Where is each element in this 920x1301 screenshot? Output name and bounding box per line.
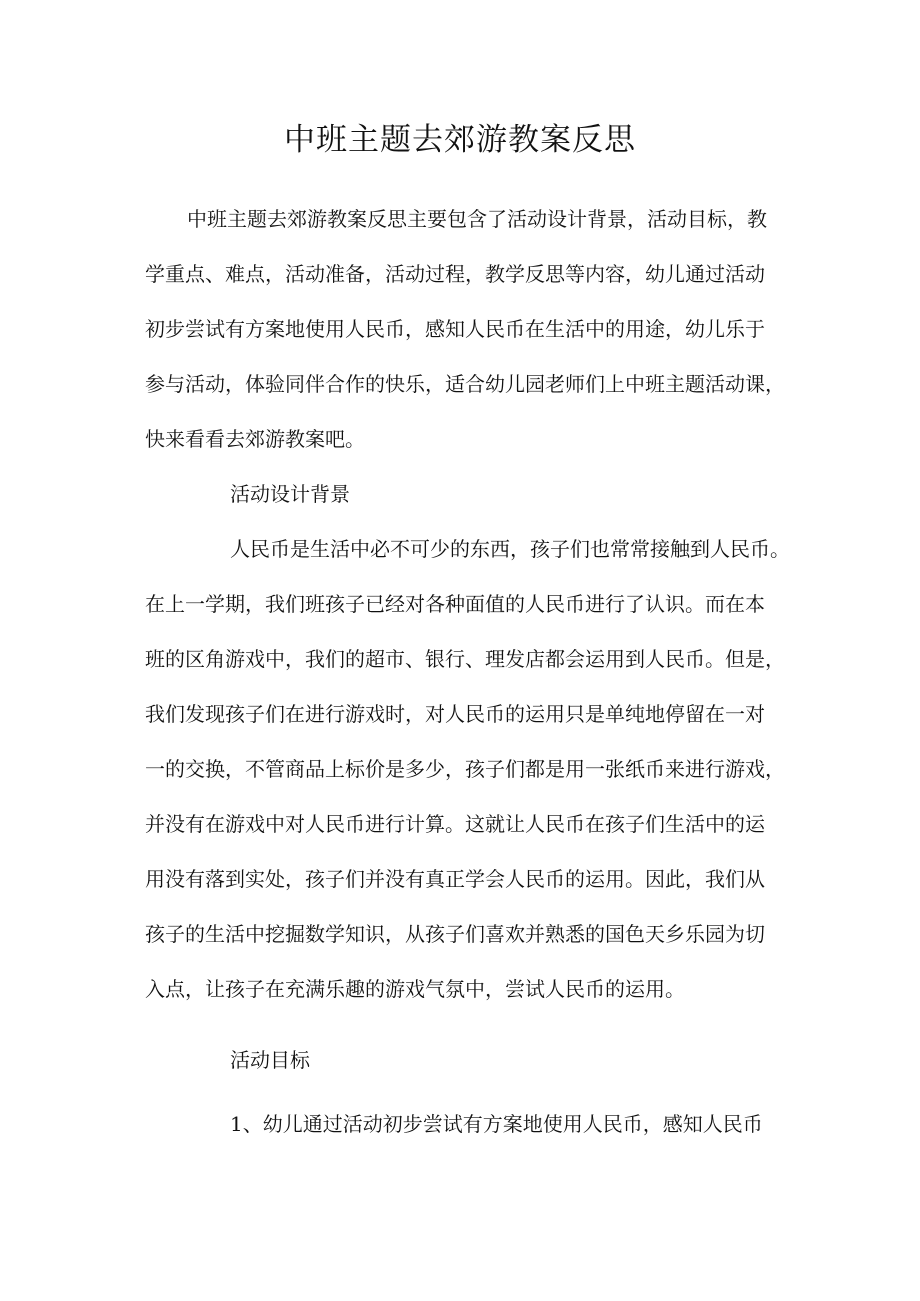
- background-line: 一的交换，不管商品上标价是多少，孩子们都是用一张纸币来进行游戏，: [145, 757, 785, 781]
- intro-paragraph: [145, 192, 790, 467]
- section-heading-goals: 活动目标: [230, 1048, 310, 1072]
- goal-item-1: 1、幼儿通过活动初步尝试有方案地使用人民币，感知人民币: [230, 1112, 763, 1136]
- document-title: 中班主题去郊游教案反思: [284, 122, 636, 158]
- background-line: 班的区角游戏中，我们的超市、银行、理发店都会运用到人民币。但是，: [145, 647, 785, 671]
- intro-line: 快来看看去郊游教案吧。: [145, 427, 365, 451]
- background-line: 在上一学期，我们班孩子已经对各种面值的人民币进行了认识。而在本: [145, 592, 765, 616]
- section-heading-background: 活动设计背景: [230, 482, 350, 506]
- intro-line: 参与活动，体验同伴合作的快乐，适合幼儿园老师们上中班主题活动课，: [145, 372, 785, 396]
- background-line: 并没有在游戏中对人民币进行计算。这就让人民币在孩子们生活中的运: [145, 812, 765, 836]
- intro-line: 中班主题去郊游教案反思主要包含了活动设计背景，活动目标，教: [187, 207, 767, 231]
- background-line: 入点，让孩子在充满乐趣的游戏气氛中，尝试人民币的运用。: [145, 977, 685, 1001]
- background-line: 人民币是生活中必不可少的东西，孩子们也常常接触到人民币。: [230, 537, 790, 561]
- intro-line: 初步尝试有方案地使用人民币，感知人民币在生活中的用途，幼儿乐于: [145, 317, 765, 341]
- intro-line: 学重点、难点，活动准备，活动过程，教学反思等内容，幼儿通过活动: [145, 262, 765, 286]
- background-line: 孩子的生活中挖掘数学知识，从孩子们喜欢并熟悉的国色天乡乐园为切: [145, 922, 765, 946]
- background-line: 用没有落到实处，孩子们并没有真正学会人民币的运用。因此，我们从: [145, 867, 765, 891]
- background-line: 我们发现孩子们在进行游戏时，对人民币的运用只是单纯地停留在一对: [145, 702, 765, 726]
- background-paragraph: [145, 522, 790, 1017]
